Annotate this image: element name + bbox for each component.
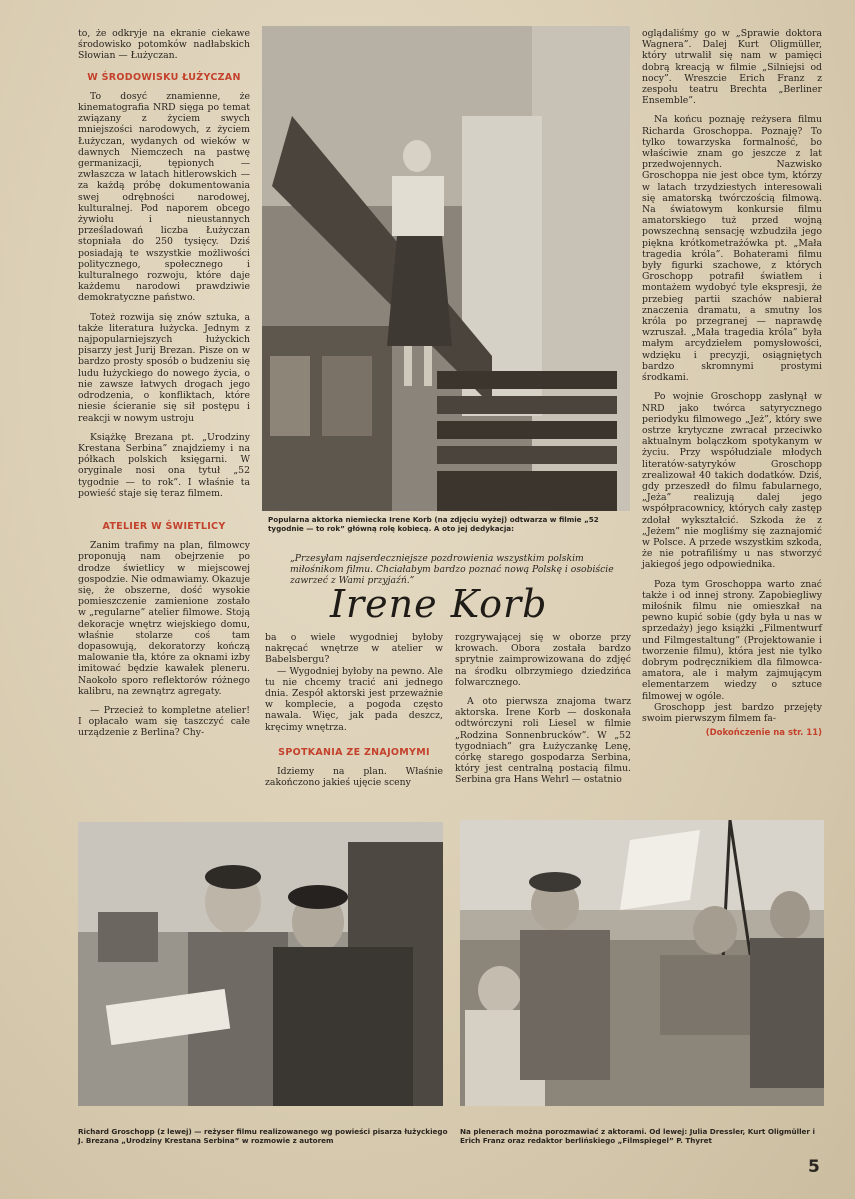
paragraph: To dosyć znamienne, że kinematografia NRD sięga po temat związany z życiem swych mniejszości narodowych, z życiem Łużyczan, wydanych od wieków w dawnych Niemczech na pastwę germanizacji, tępionych — zwłaszcza w latach hitlerowskich — za każdą próbę dokumentowania swej odrębności narodowej, kulturalnej. Pod naporem obcego żywiołu i nieustannych prześladowań liczba Łużyczan stopniała do 250 tysięcy. Dziś posiadają te wszystkie możliwości politycznego, społecznego i kulturalnego rozwoju, które daje każdemu narodowi prawdziwie demokratyczne państwo. bbox=[78, 90, 250, 304]
paragraph: Książkę Brezana pt. „Urodziny Krestana Serbina” znajdziemy i na półkach polskich księgarni. W oryginale nosi ona tytuł „52 tygodnie — to rok”. I właśnie ta powieść staje się teraz filmem. bbox=[78, 431, 250, 499]
paragraph: — Wygodniej byłoby na pewno. Ale tu nie chcemy tracić ani jednego dnia. Zespół aktorski jest przeważnie w komplecie, a pogoda często nawala. Więc, jak pada deszcz, kręcimy wnętrza. bbox=[265, 665, 443, 733]
signature-irene-korb: Irene Korb bbox=[330, 582, 548, 626]
paragraph: Poza tym Groschoppa warto znać także i od innej strony. Zapobiegliwy miłośnik filmu nie omieszkał na pewno kupić sobie (gdy była u nas w sprzedaży) jego książki „Filmentwurf und Filmgestaltung” (Projektowanie i tworzenie filmu), która jest nie tylko dobrym podręcznikiem dla filmowca-amatora, ale i małym zajmującym elementarzem wiedzy o sztuce filmowej w ogóle. bbox=[642, 578, 822, 702]
paragraph: A oto pierwsza znajoma twarz aktorska. Irene Korb — doskonała odtwórczyni roli Liesel w filmie „Rodzina Sonnenbrucków”. W „52 tygodniach” gra Łużyczankę Lenę, córkę starego gospodarza Serbina, który jest centralną postacią filmu. Serbina gra Hans Wehrl — ostatnio bbox=[455, 696, 631, 786]
top-photo-caption: Popularna aktorka niemiecka Irene Korb (na zdjęciu wyżej) odtwarza w filmie „52 tygodnie — to rok” główną rolę kobiecą. A oto jej dedykacja: bbox=[268, 515, 599, 533]
paragraph: Po wojnie Groschopp zasłynął w NRD jako twórca satyrycznego periodyku filmowego „Jeż”, który swe ostrze krytyczne zwracał przeciwko aktualnym bolączkom spotykanym w życiu. Przy współudziale młodych literatów-satyryków Groschopp zrealizował 40 takich dodatków. Dziś, gdy przeszedł do filmu fabularnego, „Jeża” realizują dalej jego współpracownicy, których cały zastęp zdołał wykształcić. Szkoda że z „Jeżem” nie mogliśmy się zaznajomić w Polsce. A przede wszystkim szkoda, że nie potrafiliśmy u nas stworzyć jakiegoś jego odpowiednika. bbox=[642, 391, 822, 571]
article-column-4 bbox=[642, 28, 822, 739]
dedication-quote: „Przesyłam najserdeczniejsze pozdrowienia wszystkim polskim miłośnikom filmu. Chciałabym bardzo poznać nową Polskę i osobiście zawrzeć z Wami przyjaźń.” bbox=[290, 553, 614, 586]
page-number: 5 bbox=[808, 1157, 820, 1177]
groschopp-photo-illustration bbox=[78, 822, 443, 1106]
bottom-left-caption: Richard Groschopp (z lewej) — reżyser filmu realizowanego wg powieści pisarza łużyckiego J. Brezana „Urodziny Krestana Serbina” w rozmowie z autorem bbox=[78, 1127, 448, 1145]
staircase-photo-illustration bbox=[262, 26, 630, 511]
intro-paragraph: to, że odkryje na ekranie ciekawe środowisko potomków nadłabskich Słowian — Łużyczan. bbox=[78, 28, 250, 62]
bottom-right-caption: Na plenerach można porozmawiać z aktorami. Od lewej: Julia Dressler, Kurt Oligmüller i Erich Franz oraz redaktor berlińskiego „Filmspiegel” P. Thyret bbox=[460, 1127, 815, 1145]
paragraph: oglądaliśmy go w „Sprawie doktora Wagnera”. Dalej Kurt Oligmüller, który utrwalił się nam w pamięci dobrą kreacją w filmie „Silniejsi od nocy”. Wreszcie Erich Franz z zespołu teatru Brechta „Berliner Ensemble”. bbox=[642, 28, 822, 107]
paragraph: Idziemy na plan. Właśnie zakończono jakieś ujęcie sceny bbox=[265, 766, 443, 789]
paragraph: Na końcu poznaję reżysera filmu Richarda Groschoppa. Poznaję? To tylko towarzyska formalność, bo właściwie znam go jeszcze z lat przedwojennych. Nazwisko Groschoppa nie jest obce tym, którzy w latach trzydziestych interesowali się amatorską twórczością filmową. Na światowym konkursie filmu amatorskiego tuż przed wojną powszechną sensację wzbudziła jego piękna krótkometrażówka pt. „Mała tragedia króla”. Bohaterami filmu były figurki szachowe, z których Groschopp potrafił światłem i montażem wydobyć tyle ekspresji, że przebieg partii szachów nabierał znaczenia dramatu, a smutny los króla po przegranej — naprawdę wzruszał. „Mała tragedia króla” była małym arcydziełem pomysłowości, wdzięku i precyzji, osiągniętych bardzo skromnymi prostymi środkami. bbox=[642, 114, 822, 384]
continued-note: (Dokończenie na str. 11) bbox=[705, 728, 822, 739]
section-heading-atelier: ATELIER W ŚWIETLICY bbox=[102, 520, 226, 532]
photo-groschopp-brezan bbox=[78, 822, 443, 1106]
photo-irene-korb-staircase bbox=[262, 26, 630, 511]
photo-actors-on-location bbox=[460, 820, 824, 1106]
article-column-1 bbox=[78, 28, 250, 739]
paragraph: Zanim trafimy na plan, filmowcy proponują nam obejrzenie po drodze świetlicy w miejscowej gospodzie. Nie odmawiamy. Okazuje się, że obszerne, dość wysokie pomieszczenie zamienione zostało w „regularne” atelier filmowe. Stoją dekoracje wnętrz wiejskiego domu, właśnie stolarze coś tam dopasowują, dekoratorzy kończą malowanie tła, które za oknami izby imitować będzie kawałek pleneru. Naokoło sporo reflektorów różnego kalibru, na zewnątrz agregaty. bbox=[78, 540, 250, 697]
paragraph: — Przecież to kompletne atelier! I opłacało wam się taszczyć całe urządzenie z Berlina? Chy- bbox=[78, 704, 250, 739]
section-heading-luzyczanie: W ŚRODOWISKU ŁUŻYCZAN bbox=[87, 71, 241, 83]
article-column-2 bbox=[265, 632, 443, 788]
paragraph: ba o wiele wygodniej byłoby nakręcać wnętrze w atelier w Babelsbergu? bbox=[265, 632, 443, 666]
actors-photo-illustration bbox=[460, 820, 824, 1106]
article-column-3 bbox=[455, 632, 631, 786]
paragraph: Groschopp jest bardzo przejęty swoim pierwszym filmem fa- bbox=[642, 701, 822, 724]
paragraph: Toteż rozwija się znów sztuka, a także literatura łużycka. Jednym z najpopularniejszych łużyckich pisarzy jest Jurij Brezan. Pisze on w bardzo prosty sposób o budzeniu się ludu łużyckiego do nowego życia, o nie zawsze łatwych drogach jego odrodzenia, o konfliktach, które niesie ścieranie się sił postępu i reakcji w nowym ustroju bbox=[78, 311, 250, 424]
section-heading-spotkania: SPOTKANIA ZE ZNAJOMYMI bbox=[278, 746, 430, 758]
paragraph: rozgrywającej się w oborze przy krowach. Obora została bardzo sprytnie zaimprowizowana do zdjęć na środku olbrzymiego dziedzińca folwarcznego. bbox=[455, 632, 631, 688]
